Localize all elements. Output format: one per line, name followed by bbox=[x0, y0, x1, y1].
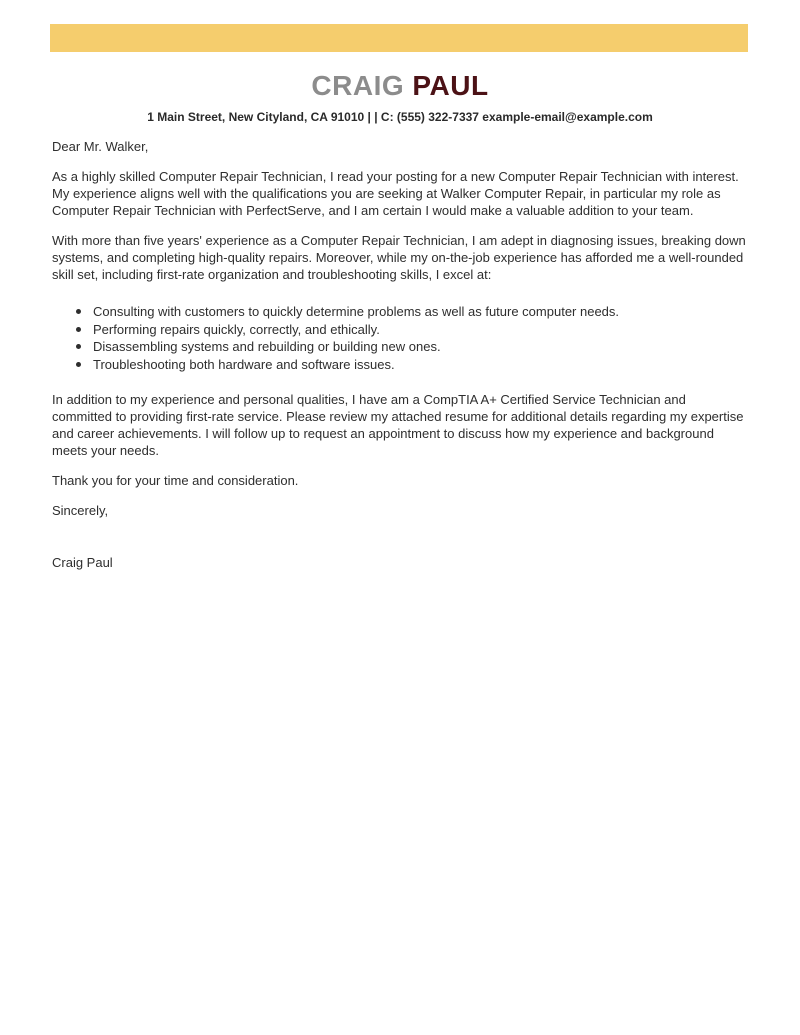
salutation: Dear Mr. Walker, bbox=[52, 139, 149, 154]
bullet-text: Disassembling systems and rebuilding or building new ones. bbox=[93, 339, 441, 354]
bullet-dot-icon bbox=[76, 327, 81, 332]
name-first: CRAIG bbox=[311, 70, 405, 101]
paragraph-intro: As a highly skilled Computer Repair Technician, I read your posting for a new Computer Repair Technician with interest. My experience aligns well with the qualifications you are seeking at Walker Computer Repair, in particular my role as Computer Repair Technician with PerfectServe, and I am certain I would make a valuable addition to your team. bbox=[52, 169, 739, 218]
bullet-text: Consulting with customers to quickly determine problems as well as future computer needs. bbox=[93, 304, 620, 319]
contact-line: 1 Main Street, New Cityland, CA 91010 | | C: (555) 322-7337 example-email@example.com bbox=[147, 110, 653, 124]
bullet-dot-icon bbox=[76, 362, 81, 367]
bullet-dot-icon bbox=[76, 309, 81, 314]
thanks-line: Thank you for your time and consideration. bbox=[52, 473, 299, 488]
bullet-dot-icon bbox=[76, 344, 81, 349]
paragraph-closing: In addition to my experience and personal qualities, I have am a CompTIA A+ Certified Service Technician and committed to providing first-rate service. Please review my attached resume for additional details regarding my expertise and career achievements. I will follow up to request an appointment to discuss how my experience and background meets your needs. bbox=[52, 392, 744, 458]
bullet-text: Performing repairs quickly, correctly, and ethically. bbox=[93, 321, 380, 337]
signoff: Sincerely, bbox=[52, 503, 109, 518]
paragraph-experience: With more than five years' experience as a Computer Repair Technician, I am adept in diagnosing issues, breaking down systems, and completing high-quality repairs. Moreover, while my on-the-job experience has afforded me a well-rounded skill set, including first-rate organization and troubleshooting skills, I excel at: bbox=[52, 233, 746, 282]
list-item bbox=[52, 321, 748, 339]
header-accent-bar bbox=[50, 24, 748, 52]
letter-header bbox=[0, 0, 800, 125]
list-item bbox=[52, 303, 748, 321]
page-title bbox=[0, 70, 800, 102]
skills-bullet-list bbox=[52, 303, 748, 373]
name-last: PAUL bbox=[412, 70, 489, 101]
letter-body bbox=[52, 138, 748, 571]
signature: Craig Paul bbox=[52, 555, 113, 570]
bullet-text: Troubleshooting both hardware and software issues. bbox=[93, 356, 395, 372]
list-item bbox=[52, 356, 748, 374]
list-item bbox=[52, 338, 748, 356]
